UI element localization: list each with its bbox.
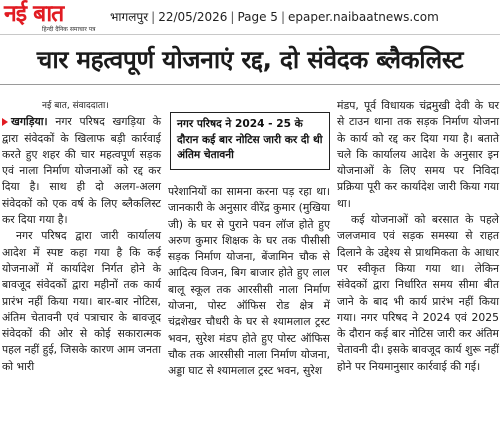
byline: नई बात, संवाददाता।: [42, 101, 109, 111]
paragraph: [2, 114, 161, 228]
masthead: [0, 0, 500, 35]
article-column-1: [2, 98, 161, 375]
paragraph-text: नगर परिषद खगड़िया के द्वारा संवेदकों के खिलाफ बड़ी कार्रवाई करते हुए शहर की चार महत्वपूर्ण सड़क एवं नाला निर्माण योजनाओं को रद्द कर दिया है। साथ ही दो अलग-अलग संवेदकों को एक वर्ष के लिए ब्लैकलिस्ट कर दिया गया है।: [2, 115, 162, 227]
bullet-icon: [2, 118, 8, 126]
headline-divider: [0, 84, 500, 85]
separator: |: [151, 10, 156, 24]
paragraph: मंडप, पूर्व विधायक चंद्रमुखी देवी के घर से टाउन थाना तक सड़क निर्माण योजना के कार्य को रद्द कर दिया गया है। बताते चले कि कार्यालय आदेश के अनुसार इन योजनाओं के लिए समय पर निविदा प्रक्रिया पूरी कर कार्यादेश जारी किया गया था।: [337, 99, 499, 210]
newspaper-logo[interactable]: [4, 2, 96, 32]
edition-city: भागलपुर: [110, 10, 149, 24]
article-column-3: [337, 98, 499, 375]
logo-tagline: हिन्दी दैनिक समाचार पत्र: [42, 26, 96, 33]
paragraph: परेशानियों का सामना करना पड़ रहा था। जानकारी के अनुसार वीरेंद्र कुमार (मुखिया जी) के घर से पुराने पवन लॉज होते हुए अरुण कुमार शिक्षक के घर तक पीसीसी सड़क निर्माण योजना, बेंजामिन चौक से आदित्य विजन, बिग बाजार होते हुए लाल बालू स्कूल तक आरसीसी नाला निर्माण योजना, पोस्ट ऑफिस रोड क्षेत्र में चंद्रशेखर चौधरी के घर से श्यामलाल ट्रस्ट भवन, सुरेश मंडप होते हुए पोस्ट ऑफिस चौक तक आरसीसी नाला निर्माण योजना, अड्डा घाट से श्यामलाल ट्रस्ट भवन, सुरेश: [168, 185, 330, 378]
article-column-2: [168, 112, 330, 380]
article-headline: चार महत्वपूर्ण योजनाएं रद्द, दो संवेदक ब्लैकलिस्ट: [36, 45, 464, 74]
dateline: खगड़िया।: [11, 115, 48, 129]
edition-date: 22/05/2026: [158, 10, 228, 24]
logo-text: नई बात: [4, 1, 64, 27]
pull-quote-spacer: [168, 112, 330, 184]
pull-quote-text: नगर परिषद ने 2024 - 25 के दौरान कई बार नोटिस जारी कर दी थी अंतिम चेतावनी: [177, 118, 323, 161]
separator: |: [230, 10, 235, 24]
paragraph: नगर परिषद द्वारा जारी कार्यालय आदेश में स्पष्ट कहा गया है कि कई योजनाओं में कार्यादेश निर्गत होने के बावजूद संवेदकों द्वारा महीनों तक कार्य प्रारंभ नहीं किया गया। बार-बार नोटिस, अंतिम चेतावनी एवं पत्राचार के बावजूद संवेदकों की ओर से कोई सकारात्मक पहल नहीं हुई, जिसके कारण आम जनता को भारी: [2, 229, 161, 373]
separator: |: [280, 10, 285, 24]
paragraph: कई योजनाओं को बरसात के पहले जलजमाव एवं सड़क समस्या से राहत दिलाने के उद्देश्य से प्राथमिकता के आधार पर स्वीकृत किया गया था। लेकिन संवेदकों द्वारा निर्धारित समय सीमा बीत जाने के बाद भी कार्य प्रारंभ नहीं किया गया। नगर परिषद ने 2024 एवं 2025 के दौरान कई बार नोटिस जारी कर अंतिम चेतावनी दी। इसके बावजूद कार्य शुरू नहीं होने पर नियमानुसार कार्रवाई की गई।: [337, 213, 499, 373]
edition-info: [110, 8, 439, 25]
site-link[interactable]: epaper.naibaatnews.com: [287, 10, 439, 24]
page-number: Page 5: [237, 10, 278, 24]
